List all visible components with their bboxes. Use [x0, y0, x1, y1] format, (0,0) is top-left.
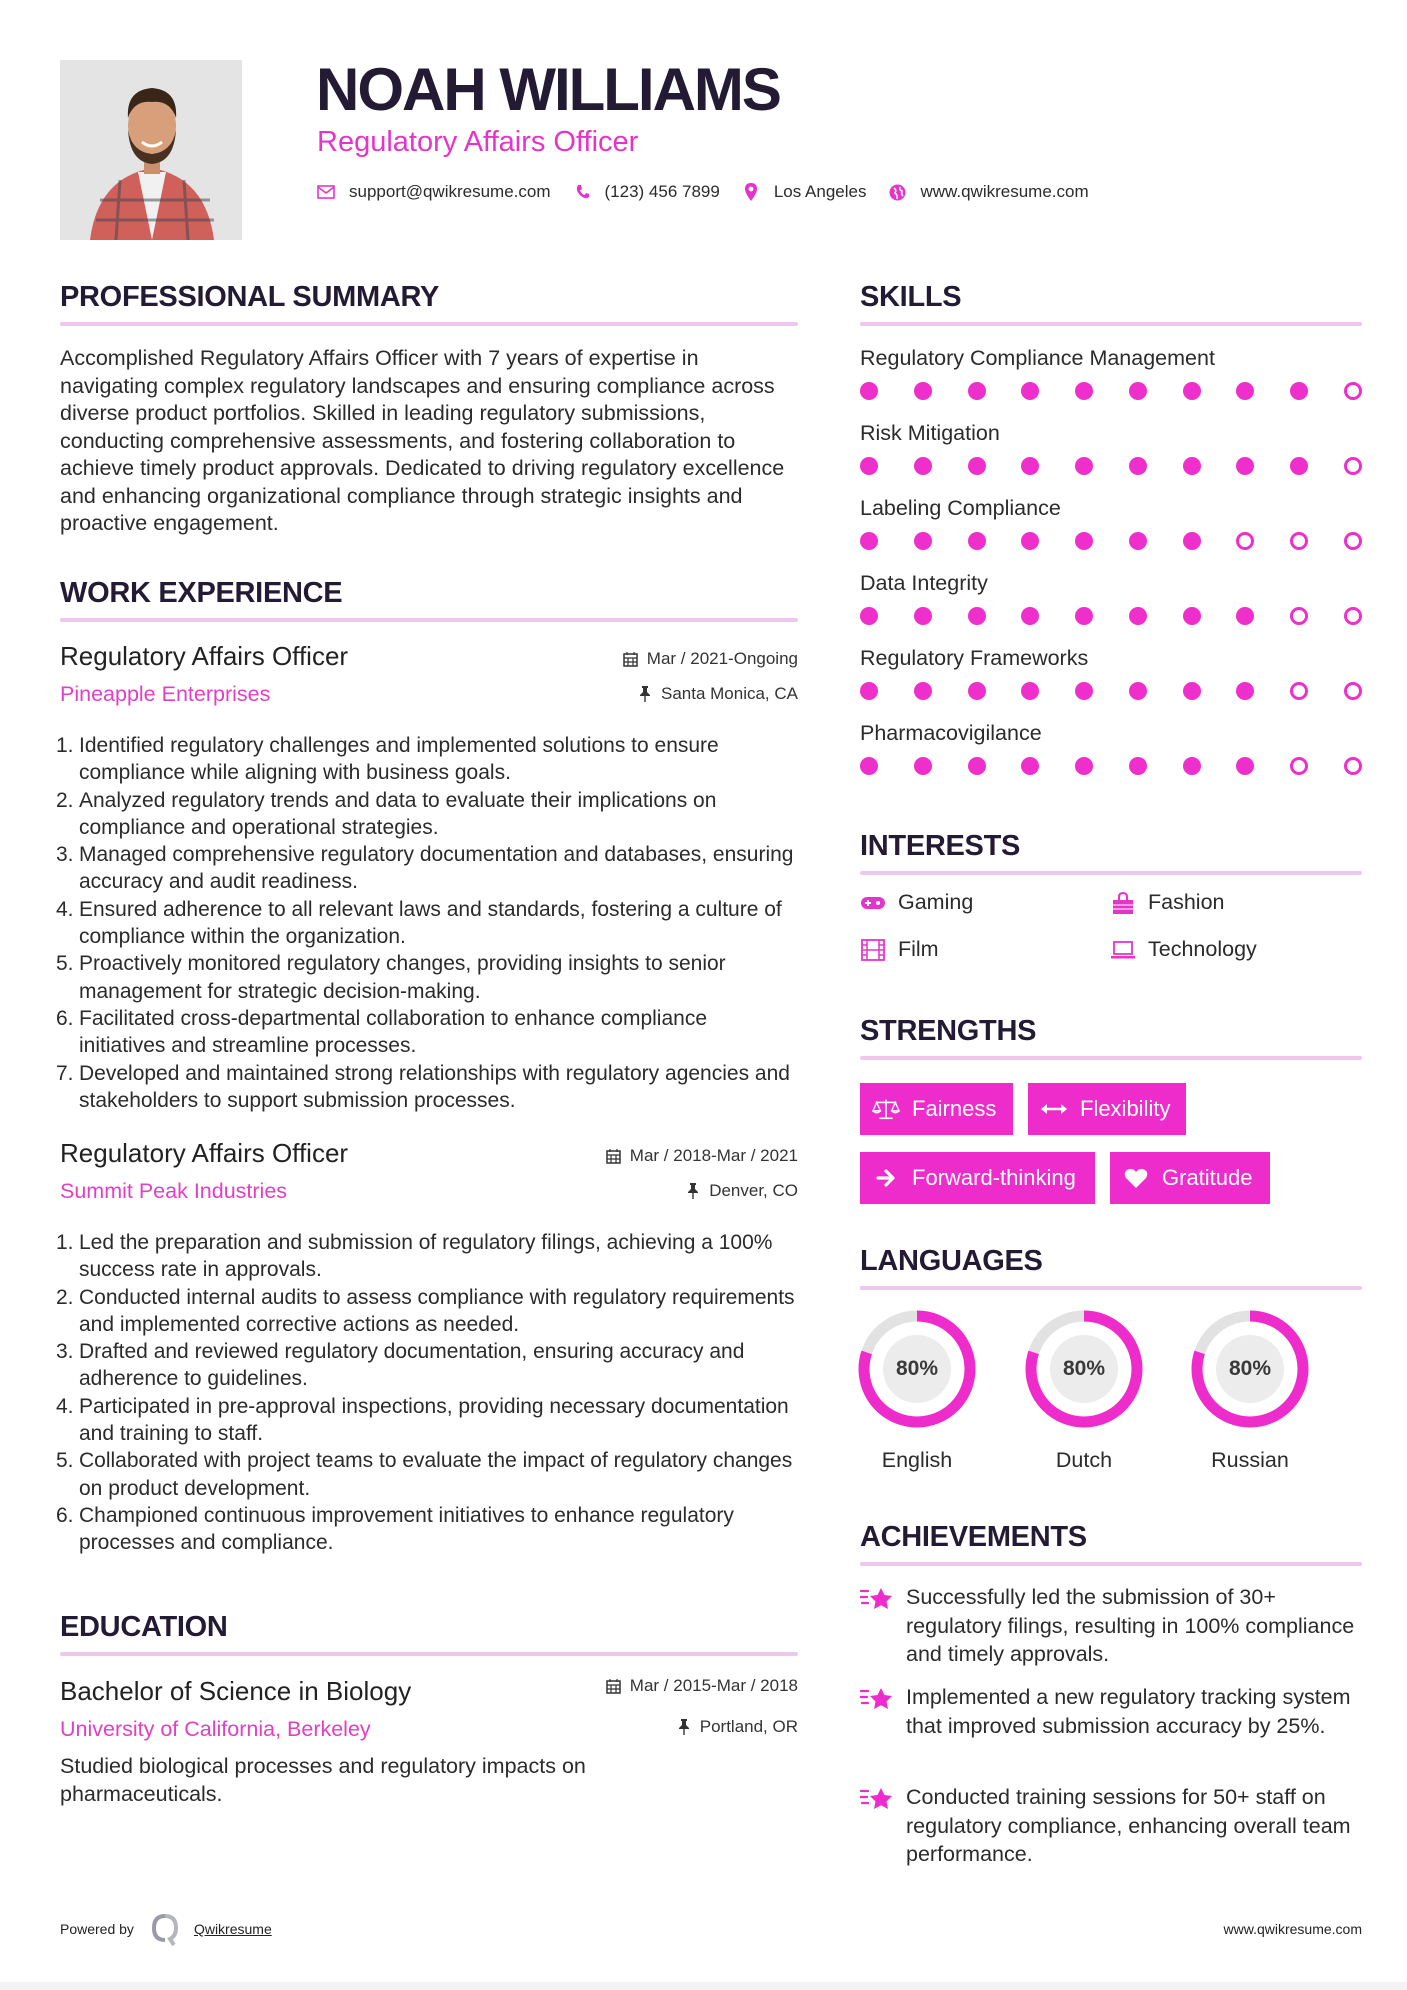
achievement-text: Conducted training sessions for 50+ staff on regulatory compliance, enhancing overall team performance.: [906, 1785, 1351, 1866]
skill-item: [860, 494, 1362, 569]
calendar-icon: [623, 651, 639, 667]
arrow-right-icon: [872, 1166, 900, 1190]
job-company: Summit Peak Industries: [60, 1179, 288, 1203]
interest-item-fashion: Fashion: [1110, 890, 1225, 915]
rating-dot-filled: [968, 757, 986, 775]
job-dates: Mar / 2018-Mar / 2021: [606, 1145, 798, 1167]
school: University of California, Berkeley: [60, 1717, 371, 1741]
rating-dot-empty: [1344, 457, 1362, 475]
duty-item: 1. Led the preparation and submission of regulatory filings, achieving a 100% success rate in approvals.: [56, 1231, 773, 1282]
job-company: Pineapple Enterprises: [60, 682, 271, 706]
film-icon: [860, 939, 886, 961]
language-progress-ring: [855, 1307, 979, 1431]
rating-dot-filled: [1183, 682, 1201, 700]
language-percent: 80%: [895, 1357, 939, 1380]
achievement-item: [860, 1583, 1362, 1669]
duty-item: 5. Proactively monitored regulatory changes, providing insights to senior management for strategic decision-making.: [56, 952, 726, 1003]
rating-dot-filled: [968, 682, 986, 700]
language-percent: 80%: [1062, 1357, 1106, 1380]
skill-rating: [860, 457, 1362, 475]
laptop-icon: [1110, 939, 1136, 961]
gamepad-icon: [860, 892, 886, 914]
rating-dot-filled: [1129, 682, 1147, 700]
job-dates: Mar / 2021-Ongoing: [623, 648, 798, 670]
skill-item: [860, 344, 1362, 419]
summary-heading: PROFESSIONAL SUMMARY: [60, 281, 440, 313]
arrows-horizontal-icon: [1040, 1097, 1068, 1121]
balance-scale-icon: [872, 1097, 900, 1121]
duty-item: 2. Analyzed regulatory trends and data to evaluate their implications on compliance and operational strategies.: [56, 788, 717, 839]
job-location: Santa Monica, CA: [637, 683, 798, 705]
rating-dot-filled: [968, 457, 986, 475]
duty-item: 3. Managed comprehensive regulatory documentation and databases, ensuring accuracy and audit readiness.: [56, 843, 794, 894]
skill-label: Regulatory Compliance Management: [860, 346, 1215, 370]
job-title: Regulatory Affairs Officer: [60, 1138, 349, 1168]
rating-dot-empty: [1344, 607, 1362, 625]
envelope-icon: [317, 183, 335, 201]
experience-heading: WORK EXPERIENCE: [60, 577, 343, 609]
rating-dot-filled: [968, 607, 986, 625]
shooting-star-icon: [860, 1785, 894, 1813]
rating-dot-filled: [968, 532, 986, 550]
interests-divider: [860, 871, 1362, 875]
rating-dot-filled: [1021, 382, 1039, 400]
skill-item: [860, 719, 1362, 794]
language-name: English: [881, 1448, 953, 1472]
rating-dot-filled: [860, 682, 878, 700]
job-entry-1: [56, 640, 798, 1114]
profile-photo: [60, 60, 242, 240]
rating-dot-filled: [1129, 532, 1147, 550]
duty-item: 5. Collaborated with project teams to evaluate the impact of regulatory changes on product development.: [56, 1449, 793, 1500]
language-name: Dutch: [1055, 1448, 1113, 1472]
pushpin-icon: [637, 686, 653, 702]
strength-badge-forward-thinking: Forward-thinking: [860, 1152, 1095, 1204]
rating-dot-filled: [1290, 382, 1308, 400]
rating-dot-filled: [1236, 457, 1254, 475]
rating-dot-empty: [1344, 382, 1362, 400]
skills-heading: SKILLS: [860, 281, 962, 313]
duty-item: 4. Participated in pre-approval inspections, providing necessary documentation and training to staff.: [56, 1394, 789, 1446]
contact-location: [742, 182, 867, 202]
rating-dot-filled: [1236, 757, 1254, 775]
interest-item-film: Film: [860, 937, 939, 962]
education-heading: EDUCATION: [60, 1611, 228, 1643]
map-pin-icon: [742, 183, 760, 201]
contact-location-text: Los Angeles: [773, 182, 867, 201]
calendar-icon: [606, 1678, 622, 1694]
rating-dot-filled: [860, 382, 878, 400]
candidate-title: Regulatory Affairs Officer: [317, 126, 639, 158]
rating-dot-empty: [1290, 682, 1308, 700]
powered-by-label: Powered by: [60, 1921, 134, 1937]
rating-dot-filled: [1183, 382, 1201, 400]
contact-phone[interactable]: [573, 182, 720, 202]
footer-powered-by: [60, 1912, 272, 1946]
education-entry: [60, 1675, 798, 1808]
rating-dot-filled: [1075, 457, 1093, 475]
shopping-bag-icon: [1110, 892, 1136, 914]
degree: Bachelor of Science in Biology: [60, 1676, 412, 1706]
duty-item: 6. Championed continuous improvement initiatives to enhance regulatory processes and compliance.: [56, 1503, 734, 1555]
rating-dot-filled: [1236, 682, 1254, 700]
rating-dot-filled: [1129, 757, 1147, 775]
languages-heading: LANGUAGES: [860, 1245, 1043, 1277]
rating-dot-filled: [1021, 532, 1039, 550]
shooting-star-icon: [860, 1585, 894, 1613]
rating-dot-empty: [1290, 757, 1308, 775]
strengths-divider: [860, 1056, 1362, 1060]
skill-label: Pharmacovigilance: [860, 721, 1042, 745]
rating-dot-filled: [1021, 457, 1039, 475]
education-dates: Mar / 2015-Mar / 2018: [606, 1675, 798, 1697]
language-item: [855, 1307, 979, 1473]
skill-label: Risk Mitigation: [860, 421, 1000, 445]
qwikresume-link[interactable]: Qwikresume: [193, 1921, 272, 1937]
skill-label: Data Integrity: [860, 571, 988, 595]
strength-badge-fairness: Fairness: [860, 1083, 1013, 1135]
job-title: Regulatory Affairs Officer: [60, 641, 349, 671]
strengths-heading: STRENGTHS: [860, 1015, 1037, 1047]
skill-label: Regulatory Frameworks: [860, 646, 1089, 670]
globe-icon: [888, 183, 906, 201]
language-progress-ring: [1188, 1307, 1312, 1431]
shooting-star-icon: [860, 1685, 894, 1713]
qwikresume-logo-icon: [148, 1912, 182, 1946]
rating-dot-filled: [860, 757, 878, 775]
rating-dot-filled: [1075, 382, 1093, 400]
rating-dot-empty: [1290, 532, 1308, 550]
skill-label: Labeling Compliance: [860, 496, 1061, 520]
language-percent: 80%: [1228, 1357, 1272, 1380]
strength-badge-gratitude: Gratitude: [1110, 1152, 1270, 1204]
skill-item: [860, 569, 1362, 644]
interests-heading: INTERESTS: [860, 830, 1021, 862]
heart-icon: [1122, 1166, 1150, 1190]
job-duties-list: [56, 1229, 798, 1557]
duty-item: 6. Facilitated cross-departmental collaboration to enhance compliance initiatives and streamline processes.: [56, 1006, 708, 1058]
interest-item-technology: Technology: [1110, 937, 1257, 962]
duty-item: 2. Conducted internal audits to assess compliance with regulatory requirements and implemented corrective actions as needed.: [56, 1285, 795, 1336]
rating-dot-filled: [1075, 682, 1093, 700]
rating-dot-filled: [1129, 457, 1147, 475]
duty-item: 3. Drafted and reviewed regulatory documentation, ensuring accuracy and adherence to guidelines.: [56, 1340, 745, 1391]
skill-rating: [860, 532, 1362, 550]
duty-item: 4. Ensured adherence to all relevant laws and standards, fostering a culture of compliance within the organization.: [56, 897, 782, 949]
education-location: Portland, OR: [676, 1716, 798, 1738]
rating-dot-filled: [1021, 757, 1039, 775]
rating-dot-empty: [1344, 682, 1362, 700]
rating-dot-filled: [914, 457, 932, 475]
rating-dot-empty: [1344, 532, 1362, 550]
rating-dot-filled: [1021, 607, 1039, 625]
contact-website[interactable]: [888, 182, 1088, 202]
rating-dot-filled: [1129, 382, 1147, 400]
calendar-icon: [606, 1148, 622, 1164]
achievement-text: Successfully led the submission of 30+ regulatory filings, resulting in 100% compliance and timely approvals.: [906, 1585, 1355, 1666]
language-progress-ring: [1022, 1307, 1146, 1431]
rating-dot-filled: [1236, 382, 1254, 400]
rating-dot-empty: [1344, 757, 1362, 775]
candidate-name: NOAH WILLIAMS: [316, 56, 780, 123]
contact-email-text: support@qwikresume.com: [349, 182, 551, 201]
rating-dot-filled: [1129, 607, 1147, 625]
contact-email[interactable]: [317, 182, 551, 202]
summary-divider: [60, 322, 798, 326]
skill-rating: [860, 382, 1362, 400]
achievement-item: [860, 1683, 1362, 1740]
skill-rating: [860, 607, 1362, 625]
achievements-divider: [860, 1562, 1362, 1566]
skill-rating: [860, 757, 1362, 775]
skill-item: [860, 419, 1362, 494]
rating-dot-filled: [914, 682, 932, 700]
rating-dot-filled: [1183, 457, 1201, 475]
rating-dot-filled: [1183, 607, 1201, 625]
achievements-heading: ACHIEVEMENTS: [860, 1521, 1087, 1553]
rating-dot-filled: [914, 607, 932, 625]
rating-dot-filled: [1183, 532, 1201, 550]
rating-dot-filled: [860, 607, 878, 625]
achievement-text: Implemented a new regulatory tracking system that improved submission accuracy by 25%.: [906, 1685, 1351, 1738]
pushpin-icon: [676, 1719, 692, 1735]
rating-dot-filled: [1075, 532, 1093, 550]
rating-dot-filled: [914, 532, 932, 550]
skills-divider: [860, 322, 1362, 326]
experience-divider: [60, 618, 798, 622]
page-bottom-band: [0, 1982, 1407, 1990]
job-location: Denver, CO: [685, 1180, 798, 1202]
rating-dot-filled: [1075, 607, 1093, 625]
education-description: Studied biological processes and regulatory impacts on pharmaceuticals.: [60, 1754, 586, 1806]
skill-rating: [860, 682, 1362, 700]
rating-dot-filled: [1021, 682, 1039, 700]
strength-badge-flexibility: Flexibility: [1028, 1083, 1186, 1135]
job-duties-list: [56, 732, 798, 1114]
footer-website[interactable]: www.qwikresume.com: [1223, 1921, 1362, 1937]
contact-website-text: www.qwikresume.com: [920, 182, 1089, 201]
rating-dot-filled: [1075, 757, 1093, 775]
language-item: [1022, 1307, 1146, 1473]
skills-list: [860, 344, 1362, 794]
rating-dot-filled: [914, 757, 932, 775]
languages-divider: [860, 1286, 1362, 1290]
duty-item: 1. Identified regulatory challenges and implemented solutions to ensure compliance while aligning with business goals.: [56, 734, 719, 785]
job-entry-2: [56, 1137, 798, 1557]
contact-bar: [317, 178, 1111, 206]
rating-dot-filled: [860, 532, 878, 550]
contact-phone-text: (123) 456 7899: [604, 182, 720, 201]
rating-dot-filled: [968, 382, 986, 400]
duty-item: 7. Developed and maintained strong relationships with regulatory agencies and stakeholders to support submission processes.: [56, 1061, 790, 1112]
rating-dot-filled: [914, 382, 932, 400]
education-divider: [60, 1652, 798, 1656]
achievement-item: [860, 1783, 1362, 1869]
summary-text: Accomplished Regulatory Affairs Officer with 7 years of expertise in navigating complex regulatory landscapes and ensuring compliance across diverse product portfolios. Skilled in leading regulatory submissions, conducting comprehensive assessments, and fostering collaboration to achieve timely product approvals. Dedicated to driving regulatory excellence and enhancing organizational compliance through strategic insights and proactive engagement.: [60, 346, 785, 535]
rating-dot-filled: [1183, 757, 1201, 775]
phone-icon: [573, 183, 591, 201]
skill-item: [860, 644, 1362, 719]
rating-dot-filled: [860, 457, 878, 475]
rating-dot-empty: [1290, 607, 1308, 625]
rating-dot-filled: [1290, 457, 1308, 475]
rating-dot-filled: [1236, 607, 1254, 625]
pushpin-icon: [685, 1183, 701, 1199]
language-name: Russian: [1211, 1448, 1289, 1472]
rating-dot-empty: [1236, 532, 1254, 550]
interest-item-gaming: Gaming: [860, 890, 973, 915]
language-item: [1188, 1307, 1312, 1473]
person-portrait-icon: [60, 60, 242, 240]
